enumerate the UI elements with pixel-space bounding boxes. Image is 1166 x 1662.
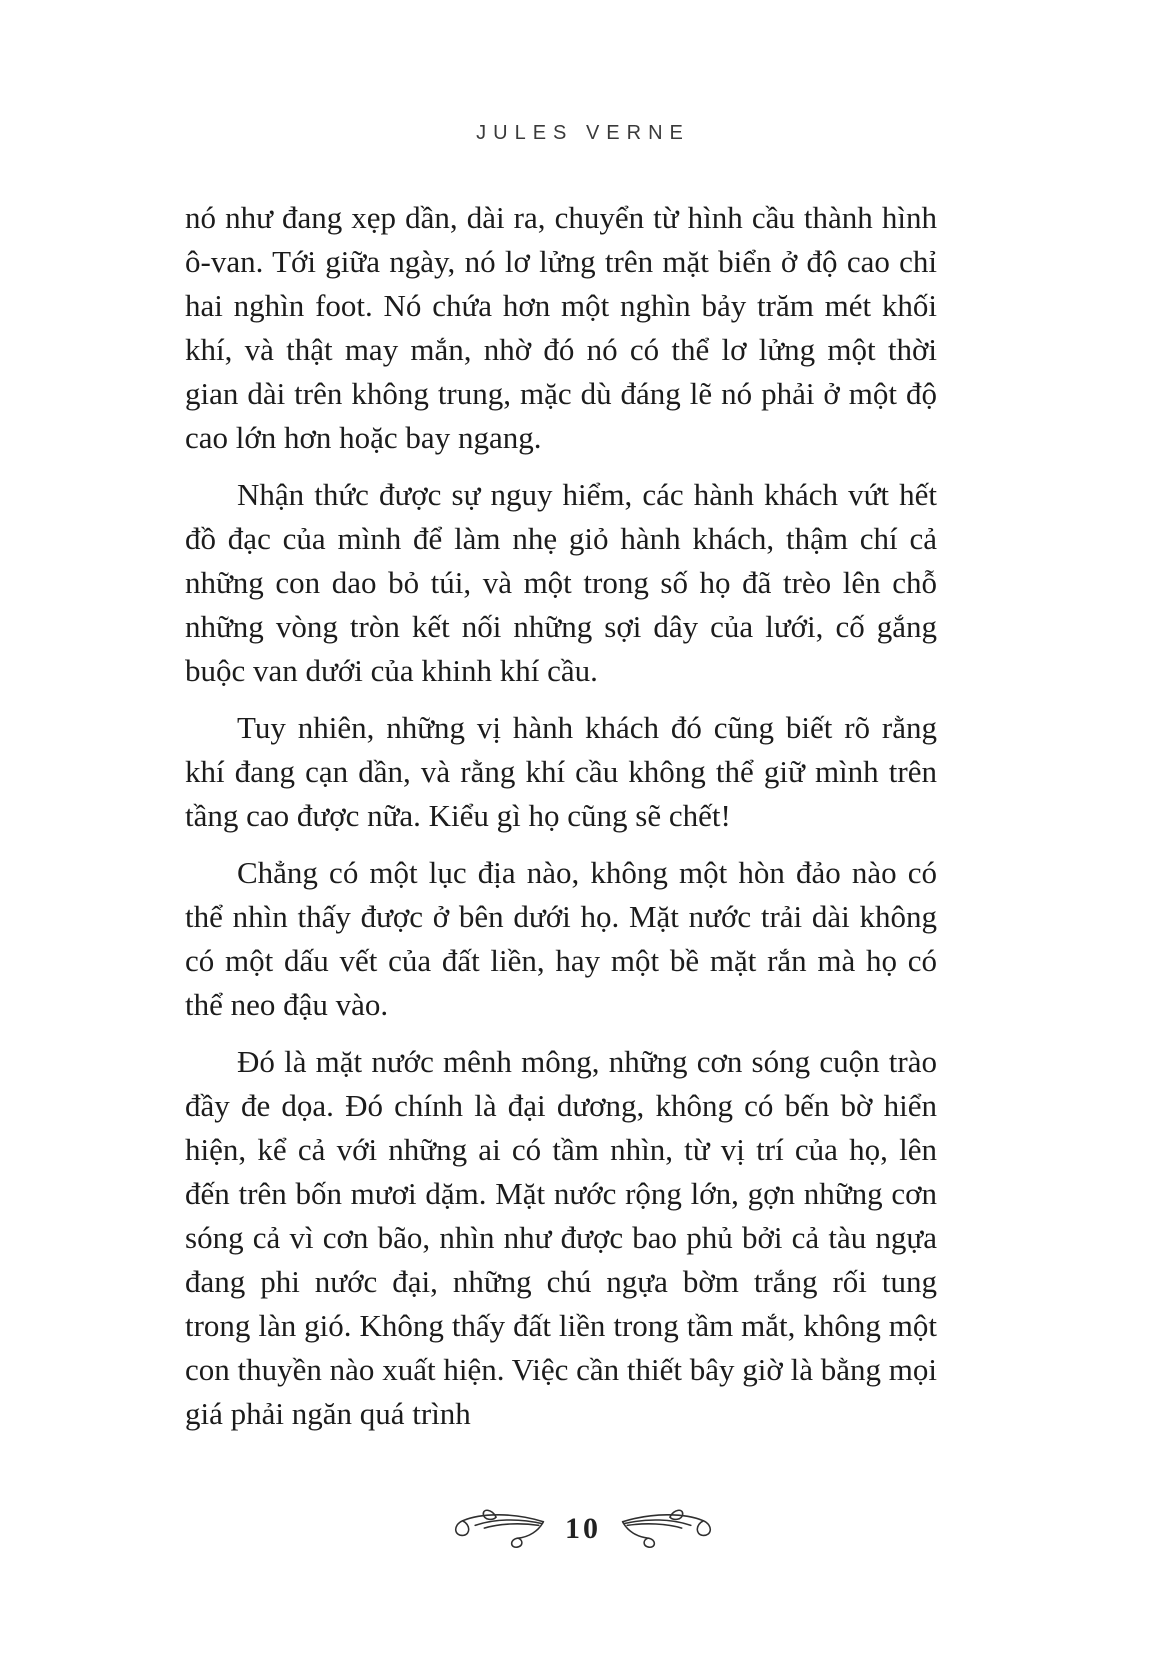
paragraph: Đó là mặt nước mênh mông, những cơn sóng cuộn trào đầy đe dọa. Đó chính là đại dương, không có bến bờ hiển hiện, kể cả với những ai có tầm nhìn, từ vị trí của họ, lên đến trên bốn mươi dặm. Mặt nước rộng lớn, gợn những cơn sóng cả vì cơn bão, nhìn như được bao phủ bởi cả tàu ngựa đang phi nước đại, những chú ngựa bờm trắng rối tung trong làn gió. Không thấy đất liền trong tầm mắt, không một con thuyền nào xuất hiện. Việc cần thiết bây giờ là bằng mọi giá phải ngăn quá trình — [185, 1044, 937, 1431]
body-text-block — [185, 196, 937, 1449]
flourish-right-icon — [619, 1506, 719, 1552]
page-number: 10 — [565, 1512, 601, 1545]
paragraph: Chẳng có một lục địa nào, không một hòn đảo nào có thể nhìn thấy được ở bên dưới họ. Mặt nước trải dài không có một dấu vết của đất liền, hay một bề mặt rắn mà họ có thể neo đậu vào. — [185, 855, 937, 1022]
page-footer — [0, 1506, 1166, 1552]
running-header-author: JULES VERNE — [476, 122, 690, 144]
paragraph: Tuy nhiên, những vị hành khách đó cũng biết rõ rằng khí đang cạn dần, và rằng khí cầu không thể giữ mình trên tầng cao được nữa. Kiểu gì họ cũng sẽ chết! — [185, 710, 937, 833]
paragraph: nó như đang xẹp dần, dài ra, chuyển từ hình cầu thành hình ô-van. Tới giữa ngày, nó lơ lửng trên mặt biển ở độ cao chỉ hai nghìn foot. Nó chứa hơn một nghìn bảy trăm mét khối khí, và thật may mắn, nhờ đó nó có thể lơ lửng một thời gian dài trên không trung, mặc dù đáng lẽ nó phải ở một độ cao lớn hơn hoặc bay ngang. — [185, 200, 937, 455]
flourish-left-icon — [447, 1506, 547, 1552]
paragraph: Nhận thức được sự nguy hiểm, các hành khách vứt hết đồ đạc của mình để làm nhẹ giỏ hành khách, thậm chí cả những con dao bỏ túi, và một trong số họ đã trèo lên chỗ những vòng tròn kết nối những sợi dây của lưới, cố gắng buộc van dưới của khinh khí cầu. — [185, 477, 937, 688]
